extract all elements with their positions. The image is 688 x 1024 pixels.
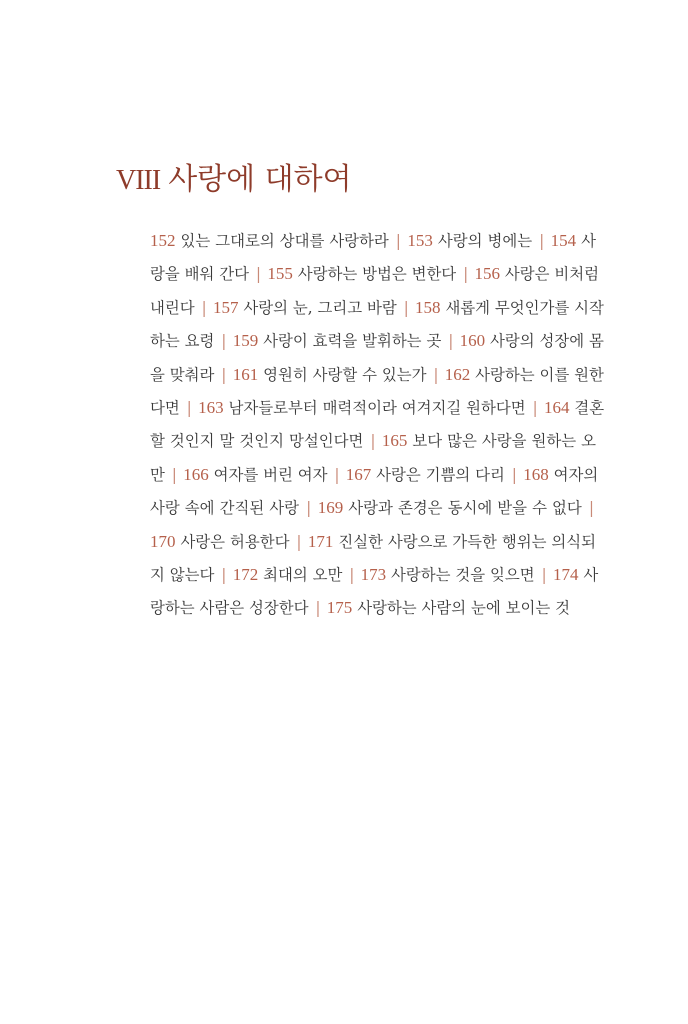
entry-title: 사랑은 비처럼 (500, 265, 600, 284)
entry-separator: | (370, 432, 376, 451)
entry-title: 사랑의 눈, 그리고 바람 (238, 298, 402, 317)
entry-title: 사 (576, 232, 597, 250)
contents-line (150, 291, 604, 324)
entry-title: 사랑 속에 간직된 사랑 (150, 499, 305, 518)
entry-title: 여자의 (548, 465, 599, 484)
chapter-title-text: 사랑에 대하여 (168, 162, 352, 197)
entry-title: 사랑하는 방법은 변한다 (292, 265, 462, 284)
entry-separator: | (296, 532, 302, 551)
entry-title: 을 맞춰라 (150, 365, 220, 384)
chapter-numeral: VIII (116, 165, 161, 196)
entry-separator: | (532, 398, 538, 417)
entry-separator: | (221, 565, 227, 584)
contents-line (150, 358, 604, 391)
entry-number: 165 (377, 431, 408, 451)
entry-separator: | (463, 265, 469, 284)
entry-separator: | (201, 298, 207, 317)
entry-title: 사랑하는 것을 잊으면 (386, 565, 540, 584)
entry-number: 169 (313, 498, 344, 518)
entry-title: 사랑은 기쁨의 다리 (371, 465, 510, 484)
entry-number: 156 (470, 264, 501, 284)
entry-separator: | (539, 232, 545, 250)
entry-separator: | (433, 365, 439, 384)
entry-title: 랑을 배워 간다 (150, 265, 254, 284)
entry-number: 153 (402, 231, 433, 250)
chapter-title (116, 160, 352, 201)
entry-number: 172 (228, 564, 259, 584)
entry-separator: | (395, 232, 401, 250)
entry-number: 171 (303, 531, 334, 551)
table-of-contents (150, 224, 605, 625)
entry-title: 할 것인지 말 것인지 망설인다면 (150, 432, 369, 451)
entry-title: 있는 그대로의 상대를 사랑하라 (175, 232, 394, 250)
entry-separator: | (403, 298, 409, 317)
entry-title: 결혼 (569, 398, 605, 417)
entry-number: 159 (228, 331, 259, 351)
entry-separator: | (588, 499, 595, 518)
entry-number: 174 (548, 564, 579, 584)
entry-number: 152 (150, 231, 176, 250)
entry-separator: | (541, 565, 547, 584)
contents-line (150, 491, 596, 524)
contents-line (150, 391, 605, 424)
entry-title: 진실한 사랑으로 가득한 행위는 의식되 (333, 532, 597, 551)
entry-title: 만 (150, 465, 170, 484)
entry-title: 사랑과 존경은 동시에 받을 수 없다 (343, 499, 587, 518)
contents-line (150, 558, 599, 591)
entry-separator: | (221, 365, 227, 384)
entry-title: 사랑하는 이를 원한 (470, 365, 604, 384)
entry-number: 155 (263, 264, 293, 284)
entry-number: 157 (208, 297, 239, 317)
entry-number: 166 (178, 464, 209, 484)
entry-number: 175 (322, 598, 353, 618)
entry-separator: | (306, 499, 312, 518)
entry-number: 164 (539, 397, 570, 417)
entry-title: 지 않는다 (150, 565, 220, 584)
entry-separator: | (315, 599, 321, 618)
entry-separator: | (448, 332, 454, 351)
entry-number: 162 (440, 364, 471, 384)
entry-number: 161 (228, 364, 259, 384)
entry-title: 사랑하는 사람의 눈에 보이는 것 (352, 599, 571, 618)
entry-title: 새롭게 무엇인가를 시작 (440, 298, 604, 317)
contents-line (150, 257, 600, 290)
contents-line (150, 424, 596, 457)
entry-separator: | (186, 398, 192, 417)
contents-line (150, 324, 604, 357)
entry-number: 173 (356, 564, 387, 584)
entry-title: 사 (578, 565, 599, 584)
contents-line (150, 525, 596, 558)
entry-title: 랑하는 사람은 성장한다 (150, 599, 314, 618)
entry-number: 154 (546, 231, 577, 250)
entry-number: 168 (518, 464, 549, 484)
entry-number: 158 (410, 297, 441, 317)
entry-title: 사랑의 성장에 몸 (485, 332, 604, 351)
entry-title: 보다 많은 사랑을 원하는 오 (407, 432, 596, 451)
entry-separator: | (349, 565, 355, 584)
entry-title: 내린다 (150, 298, 200, 317)
entry-title: 남자들로부터 매력적이라 여겨지길 원하다면 (223, 398, 531, 417)
entry-number: 167 (341, 464, 372, 484)
entry-number: 160 (455, 331, 486, 351)
entry-title: 하는 요령 (150, 332, 220, 351)
entry-title: 여자를 버린 여자 (208, 465, 333, 484)
entry-title: 영원히 사랑할 수 있는가 (258, 365, 432, 384)
entry-title: 최대의 오만 (258, 565, 348, 584)
entry-separator: | (171, 465, 177, 484)
entry-title: 다면 (150, 398, 185, 417)
contents-line (150, 224, 596, 257)
entry-number: 170 (150, 531, 176, 551)
contents-line (150, 591, 596, 624)
contents-line (150, 458, 599, 491)
entry-separator: | (334, 465, 340, 484)
entry-number: 163 (193, 397, 224, 417)
entry-title: 사랑의 병에는 (432, 232, 538, 250)
entry-title: 사랑은 허용한다 (175, 532, 295, 551)
entry-separator: | (255, 265, 262, 284)
entry-title: 사랑이 효력을 발휘하는 곳 (258, 332, 447, 351)
entry-separator: | (221, 332, 227, 351)
entry-separator: | (511, 465, 517, 484)
